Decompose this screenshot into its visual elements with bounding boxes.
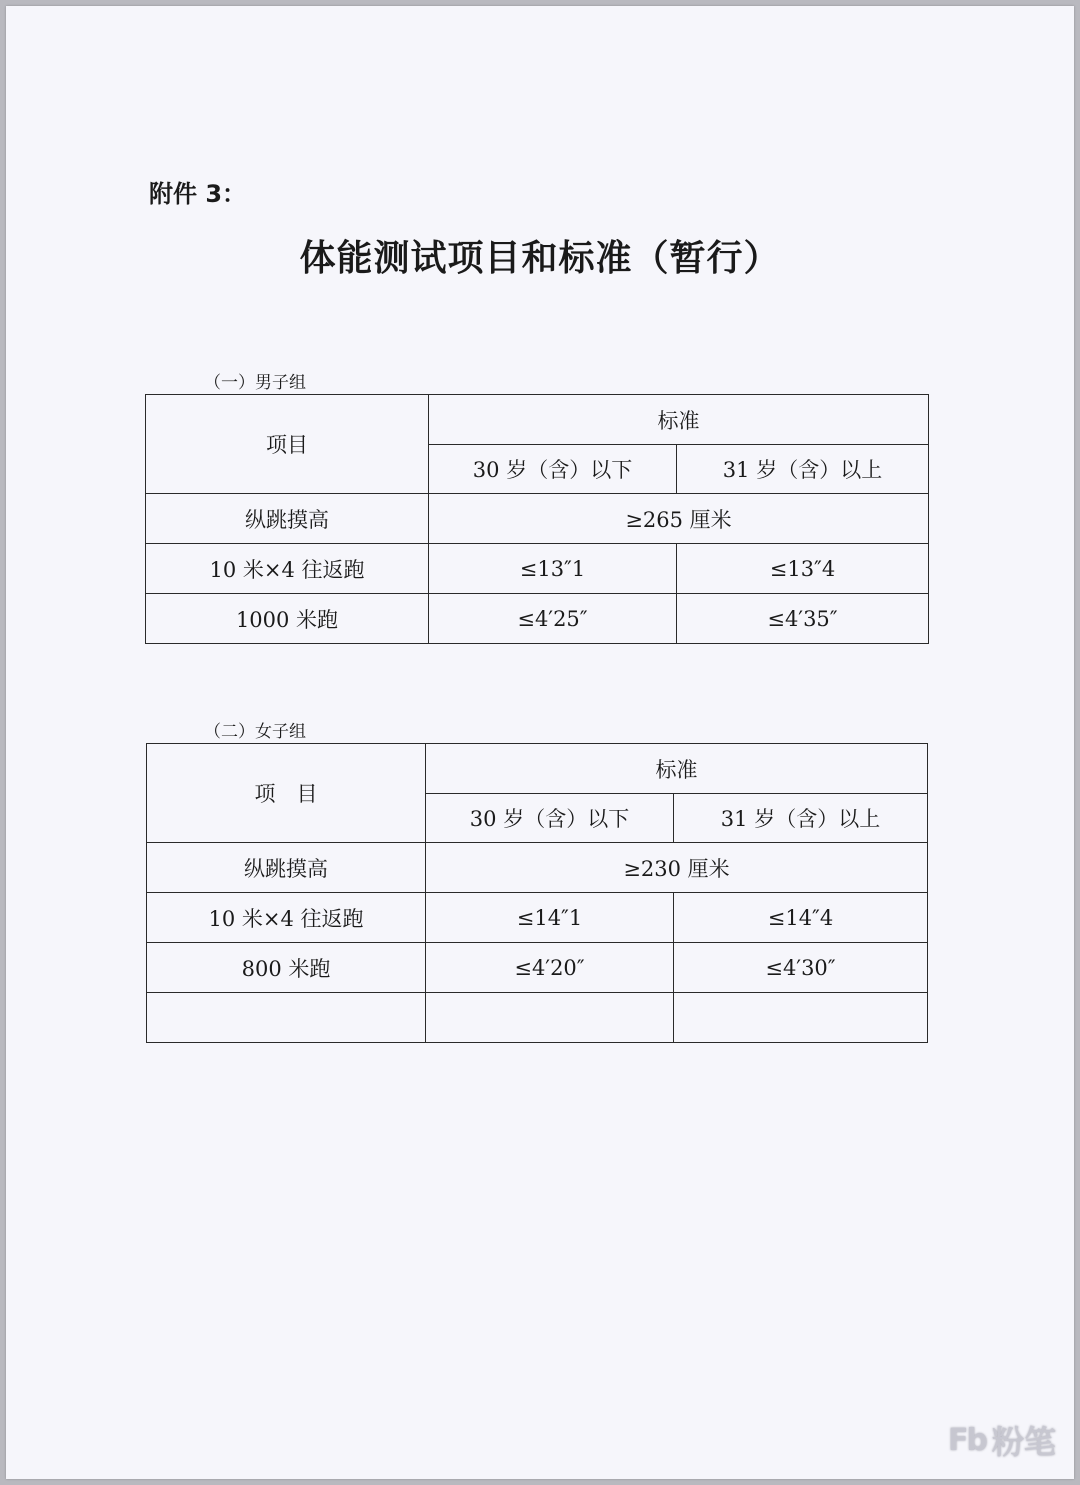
- table-row: [147, 893, 928, 943]
- row-item: [147, 993, 426, 1043]
- watermark: [948, 1417, 1056, 1463]
- row-item: 10 米×4 往返跑: [146, 544, 429, 594]
- row-standard-under-30: ≤13″1: [429, 544, 677, 594]
- row-standard-merged: ≥230 厘米: [426, 843, 928, 893]
- row-item: 800 米跑: [147, 943, 426, 993]
- row-standard-over-31: [674, 993, 928, 1043]
- header-standard: 标准: [429, 395, 929, 445]
- header-age-over-31: 31 岁（含）以上: [677, 445, 929, 494]
- table-row-empty: [147, 993, 928, 1043]
- female-group-label: （二）女子组: [204, 722, 306, 742]
- header-item: 项 目: [147, 744, 426, 843]
- header-standard: 标准: [426, 744, 928, 794]
- header-age-under-30: 30 岁（含）以下: [426, 794, 674, 843]
- header-age-over-31: 31 岁（含）以上: [674, 794, 928, 843]
- header-age-under-30: 30 岁（含）以下: [429, 445, 677, 494]
- header-item: 项目: [146, 395, 429, 494]
- row-standard-under-30: ≤4′20″: [426, 943, 674, 993]
- row-standard-under-30: ≤14″1: [426, 893, 674, 943]
- row-item: 1000 米跑: [146, 594, 429, 644]
- table-row: [147, 843, 928, 893]
- attachment-label: 附件 3：: [149, 180, 247, 208]
- row-standard-under-30: ≤4′25″: [429, 594, 677, 644]
- female-standards-table: [146, 743, 928, 1043]
- document-page: [6, 6, 1074, 1479]
- row-item: 纵跳摸高: [146, 494, 429, 544]
- table-row: [146, 594, 929, 644]
- row-standard-under-30: [426, 993, 674, 1043]
- male-group-label: （一）男子组: [204, 373, 306, 393]
- row-standard-over-31: ≤13″4: [677, 544, 929, 594]
- row-standard-over-31: ≤14″4: [674, 893, 928, 943]
- row-standard-over-31: ≤4′35″: [677, 594, 929, 644]
- row-item: 10 米×4 往返跑: [147, 893, 426, 943]
- table-row: [146, 494, 929, 544]
- row-item: 纵跳摸高: [147, 843, 426, 893]
- document-title: 体能测试项目和标准（暂行）: [299, 238, 781, 279]
- fenbi-logo-icon: Fb: [948, 1422, 986, 1458]
- row-standard-merged: ≥265 厘米: [429, 494, 929, 544]
- table-row: [146, 544, 929, 594]
- row-standard-over-31: ≤4′30″: [674, 943, 928, 993]
- male-standards-table: [145, 394, 929, 644]
- watermark-text: 粉笔: [991, 1423, 1056, 1461]
- table-row: [147, 943, 928, 993]
